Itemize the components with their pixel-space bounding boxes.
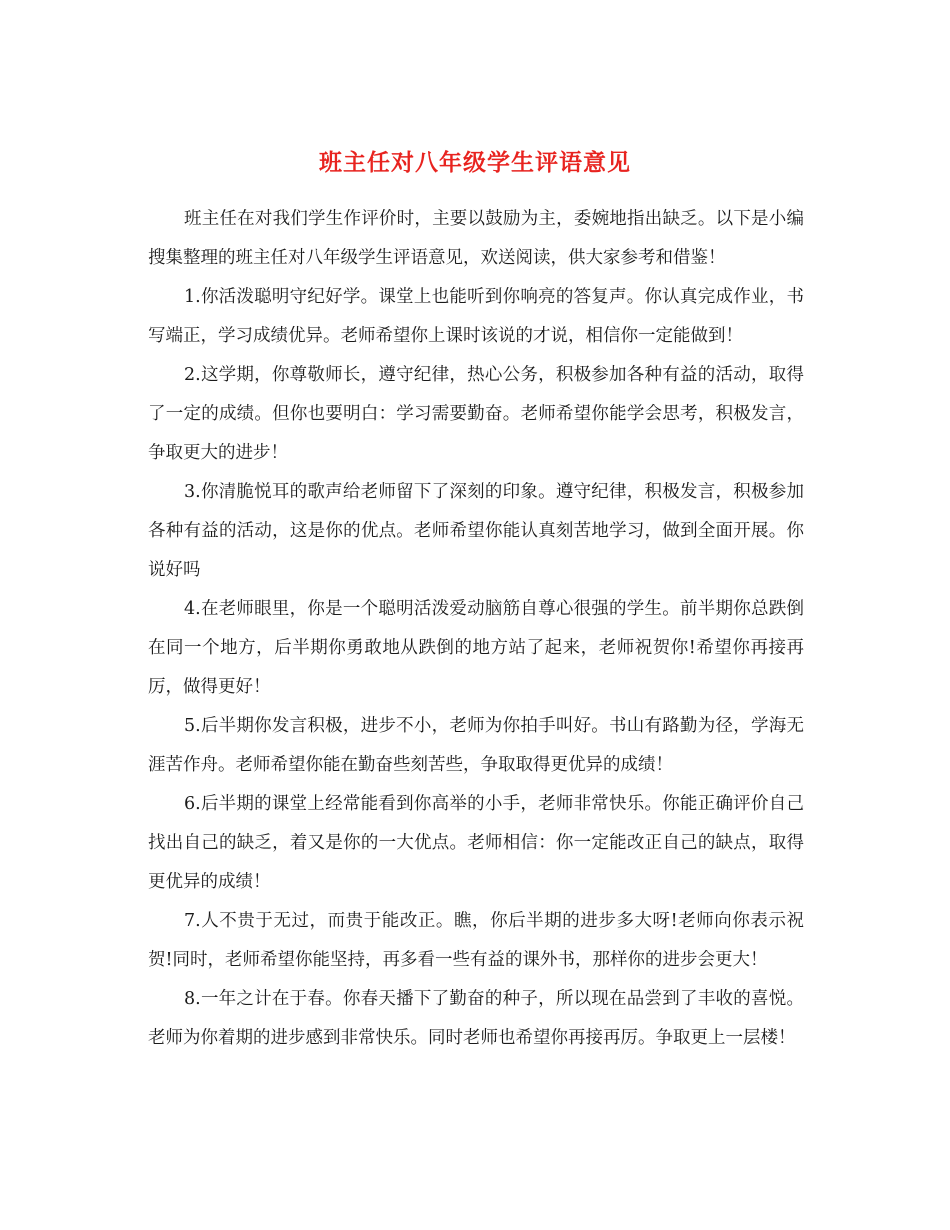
comment-item-5: 5.后半期你发言积极，进步不小，老师为你拍手叫好。书山有路勤为径，学海无涯苦作舟。老师希望你能在勤奋些刻苦些，争取取得更优异的成绩！ xyxy=(148,716,804,775)
page-title: 班主任对八年级学生评语意见 xyxy=(319,149,631,177)
comment-item-8: 8.一年之计在于春。你春天播下了勤奋的种子，所以现在品尝到了丰收的喜悦。老师为你着期的进步感到非常快乐。同时老师也希望你再接再厉。争取更上一层楼！ xyxy=(148,989,804,1048)
comment-item-6: 6.后半期的课堂上经常能看到你高举的小手，老师非常快乐。你能正确评价自己找出自己的缺乏，着又是你的一大优点。老师相信：你一定能改正自己的缺点，取得更优异的成绩！ xyxy=(148,794,804,892)
comment-item-2: 2.这学期，你尊敬师长，遵守纪律，热心公务，积极参加各种有益的活动，取得了一定的成绩。但你也要明白：学习需要勤奋。老师希望你能学会思考，积极发言，争取更大的进步！ xyxy=(148,365,804,463)
comment-item-7: 7.人不贵于无过，而贵于能改正。瞧，你后半期的进步多大呀!老师向你表示祝贺!同时，老师希望你能坚持，再多看一些有益的课外书，那样你的进步会更大！ xyxy=(148,911,804,970)
comment-item-1: 1.你活泼聪明守纪好学。课堂上也能听到你响亮的答复声。你认真完成作业，书写端正，学习成绩优异。老师希望你上课时该说的才说，相信你一定能做到！ xyxy=(148,287,804,346)
comment-item-4: 4.在老师眼里，你是一个聪明活泼爱动脑筋自尊心很强的学生。前半期你总跌倒在同一个地方，后半期你勇敢地从跌倒的地方站了起来，老师祝贺你!希望你再接再厉，做得更好！ xyxy=(148,599,804,697)
intro-paragraph: 班主任在对我们学生作评价时，主要以鼓励为主，委婉地指出缺乏。以下是小编搜集整理的班主任对八年级学生评语意见，欢送阅读，供大家参考和借鉴！ xyxy=(148,209,804,268)
comment-item-3: 3.你清脆悦耳的歌声给老师留下了深刻的印象。遵守纪律，积极发言，积极参加各种有益的活动，这是你的优点。老师希望你能认真刻苦地学习，做到全面开展。你说好吗 xyxy=(148,482,804,580)
document-body xyxy=(148,200,804,1058)
